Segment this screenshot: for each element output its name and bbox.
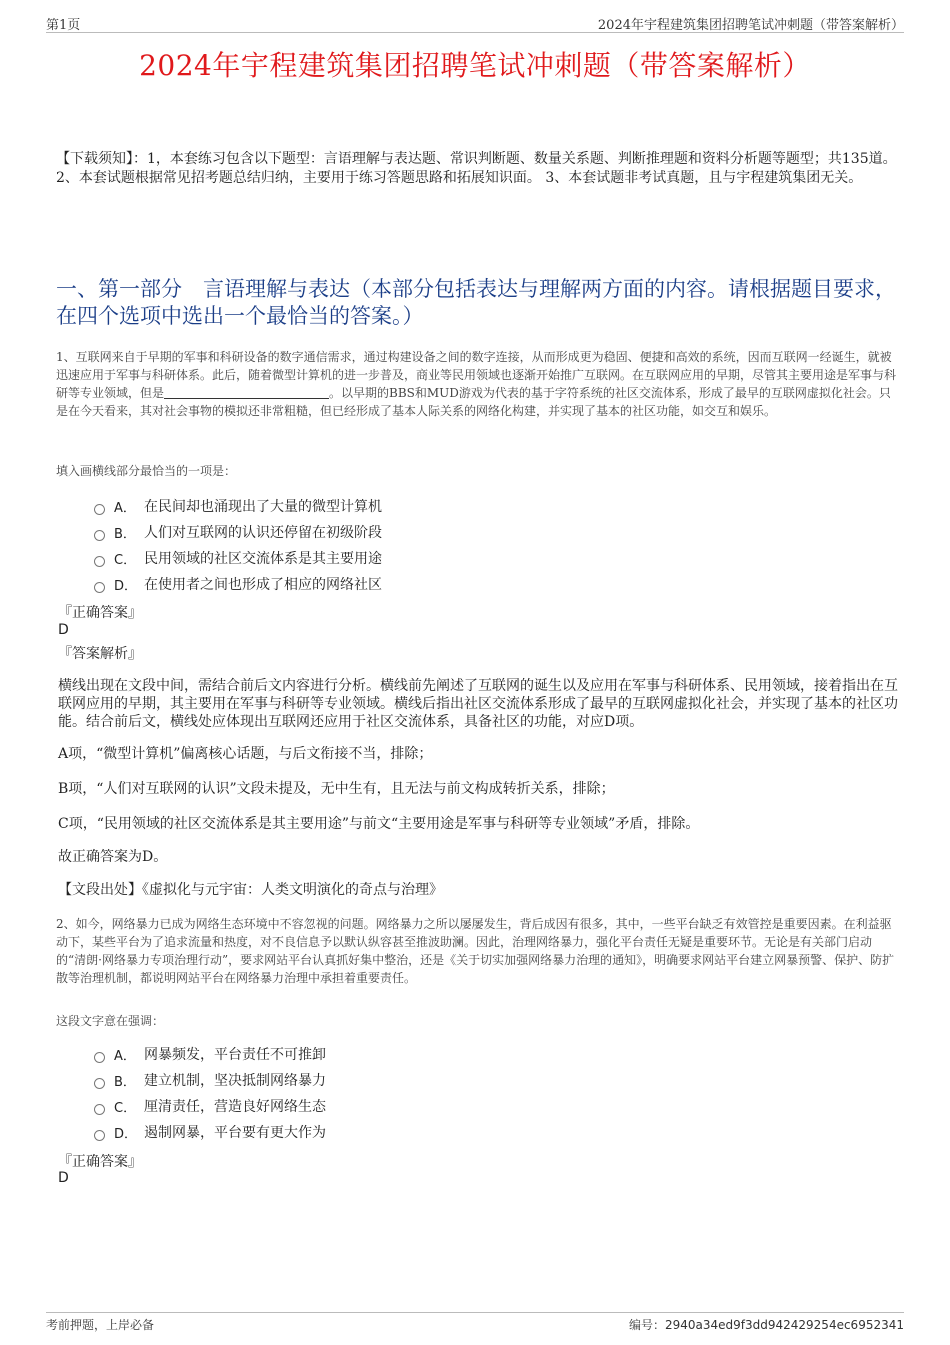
option-text: 民用领域的社区交流体系是其主要用途 xyxy=(144,551,382,567)
fill-blank xyxy=(164,386,329,399)
footer-code-value: 2940a34ed9f3dd942429254ec6952341 xyxy=(664,1318,904,1332)
option-a[interactable] xyxy=(94,493,382,519)
correct-answer-label: 『正确答案』 xyxy=(58,605,142,621)
header-doc-title: 2024年宇程建筑集团招聘笔试冲刺题（带答案解析） xyxy=(597,18,904,33)
option-text: 网暴频发，平台责任不可推卸 xyxy=(144,1047,326,1063)
option-letter: A． xyxy=(114,500,136,516)
footer-code xyxy=(629,1316,904,1333)
question-1-stem xyxy=(56,348,898,420)
option-text: 人们对互联网的认识还停留在初级阶段 xyxy=(144,525,382,541)
question-1-stem-part-a: 1、互联网来自于早期的军事和科研设备的数字通信需求，通过构建设备之间的数字连接，从而形成更为稳固、便捷和高效的系统，因而互联网一经诞生，就被迅速应用于军事与科研体系。此后，随着微型计算机的进一步普及，商业等民用领域也逐渐开始推广互联网。在互联网应用的早期，尽管其主要用途是军事与科研等专业领域，但是 xyxy=(56,350,897,400)
option-letter: B． xyxy=(114,1074,136,1090)
correct-answer: D xyxy=(58,1170,69,1186)
question-2-options xyxy=(94,1041,326,1145)
option-b[interactable] xyxy=(94,1067,326,1093)
page-number: 第1页 xyxy=(46,18,81,33)
page-header xyxy=(46,14,904,33)
footer-slogan: 考前押题，上岸必备 xyxy=(46,1318,155,1332)
analysis-conclusion: 故正确答案为D。 xyxy=(58,849,168,865)
page-title: 2024年宇程建筑集团招聘笔试冲刺题（带答案解析） xyxy=(139,49,811,82)
option-c[interactable] xyxy=(94,1093,326,1119)
option-letter: D． xyxy=(114,1126,138,1142)
option-text: 在使用者之间也形成了相应的网络社区 xyxy=(144,577,382,593)
option-d[interactable] xyxy=(94,571,382,597)
page-footer xyxy=(46,1312,904,1333)
option-d[interactable] xyxy=(94,1119,326,1145)
option-c[interactable] xyxy=(94,545,382,571)
question-2-prompt: 这段文字意在强调： xyxy=(56,1014,165,1028)
option-text: 在民间却也涌现出了大量的微型计算机 xyxy=(144,499,382,515)
option-letter: D． xyxy=(114,578,138,594)
download-notice: 【下载须知】：1，本套练习包含以下题型：言语理解与表达题、常识判断题、数量关系题、判断推理题和资料分析题等题型；共135道。 2、本套试题根据常见招考题总结归纳，主要用于练习答题思路和拓展知识面。 3、本套试题非考试真题，且与宇程建筑集团无关。 xyxy=(56,151,897,186)
question-1-options xyxy=(94,493,382,597)
option-letter: C． xyxy=(114,552,137,568)
analysis-text: 横线出现在文段中间，需结合前后文内容进行分析。横线前先阐述了互联网的诞生以及应用在军事与科研体系、民用领域，接着指出在互联网应用的早期，其主要用在军事与科研等专业领域。横线后指出社区交流体系形成了最早的互联网虚拟化社会，并实现了基本的社区功能。结合前后文，横线处应体现出互联网还应用于社区交流体系，具备社区的功能，对应D项。 xyxy=(58,678,898,730)
radio-icon[interactable] xyxy=(94,556,105,567)
option-text: 厘清责任，营造良好网络生态 xyxy=(144,1099,326,1115)
analysis-label: 『答案解析』 xyxy=(58,646,142,662)
radio-icon[interactable] xyxy=(94,530,105,541)
section-heading: 一、第一部分 言语理解与表达（本部分包括表达与理解两方面的内容。请根据题目要求，在四个选项中选出一个最恰当的答案。） xyxy=(56,277,896,328)
option-text: 建立机制，坚决抵制网络暴力 xyxy=(144,1073,326,1089)
radio-icon[interactable] xyxy=(94,504,105,515)
option-text: 遏制网暴，平台要有更大作为 xyxy=(144,1125,326,1141)
radio-icon[interactable] xyxy=(94,1052,105,1063)
radio-icon[interactable] xyxy=(94,1130,105,1141)
option-letter: B． xyxy=(114,526,136,542)
analysis-option-c: C项，“民用领域的社区交流体系是其主要用途”与前文“主要用途是军事与科研等专业领域”矛盾，排除。 xyxy=(58,816,700,832)
correct-answer-label: 『正确答案』 xyxy=(58,1154,142,1170)
correct-answer: D xyxy=(58,622,69,638)
option-letter: A． xyxy=(114,1048,136,1064)
option-b[interactable] xyxy=(94,519,382,545)
analysis-option-b: B项，“人们对互联网的认识”文段未提及，无中生有，且无法与前文构成转折关系，排除； xyxy=(58,781,615,797)
text-source: 【文段出处】《虚拟化与元宇宙：人类文明演化的奇点与治理》 xyxy=(58,882,443,898)
analysis-option-a: A项，“微型计算机”偏离核心话题，与后文衔接不当，排除； xyxy=(58,746,433,762)
option-letter: C． xyxy=(114,1100,137,1116)
radio-icon[interactable] xyxy=(94,1078,105,1089)
question-2-stem: 2、如今，网络暴力已成为网络生态环境中不容忽视的问题。网络暴力之所以屡屡发生，背后成因有很多，其中，一些平台缺乏有效管控是重要因素。在利益驱动下，某些平台为了追求流量和热度，对不良信息予以默认纵容甚至推波助澜。因此，治理网络暴力，强化平台责任无疑是重要环节。无论是有关部门启动的“清朗·网络暴力专项治理行动”，要求网站平台认真抓好集中整治，还是《关于切实加强网络暴力治理的通知》，明确要求网站平台建立网暴预警、保护、防扩散等治理机制，都说明网站平台在网络暴力治理中承担着重要责任。 xyxy=(56,917,895,985)
footer-code-label: 编号： xyxy=(628,1318,665,1332)
question-1-stem-part-b: 。以早期的BBS和MUD游戏为代表的基于字符系统的社区交流体系，形成了最早的互联网虚拟化社会。只是在今天看来，其对社会事物的模拟还非常粗糙，但已经形成了基本人际关系的网络化构建，并实现了基本的社区功能，如交互和娱乐。 xyxy=(56,386,891,418)
radio-icon[interactable] xyxy=(94,582,105,593)
option-a[interactable] xyxy=(94,1041,326,1067)
radio-icon[interactable] xyxy=(94,1104,105,1115)
question-1-prompt: 填入画横线部分最恰当的一项是： xyxy=(56,464,237,478)
